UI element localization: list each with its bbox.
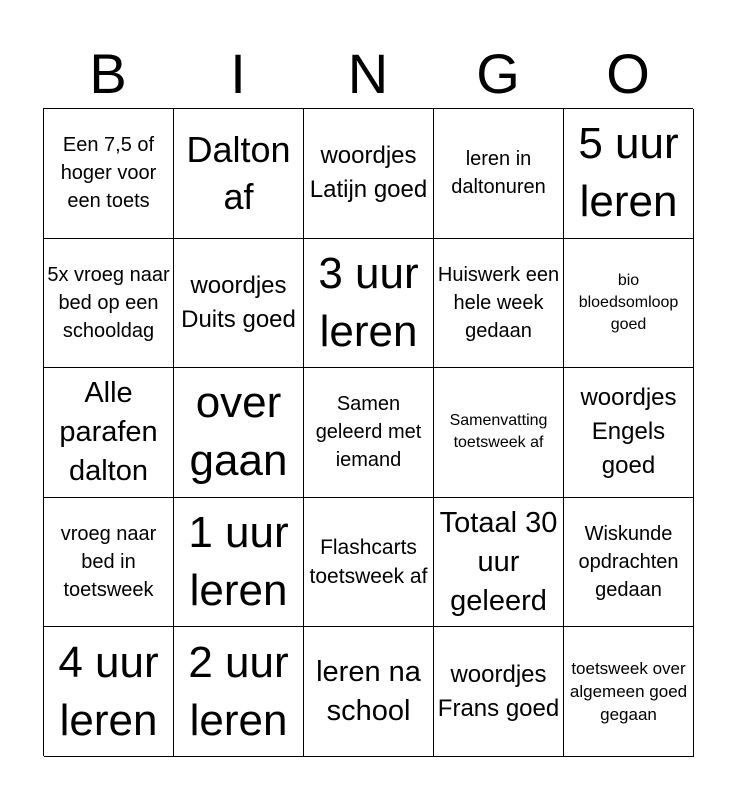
bingo-cell[interactable] xyxy=(304,109,434,239)
bingo-cell[interactable] xyxy=(434,627,564,757)
bingo-cell[interactable] xyxy=(304,239,434,369)
cell-text: 4 uur leren xyxy=(58,637,159,745)
bingo-cell[interactable] xyxy=(174,498,304,628)
bingo-cell[interactable] xyxy=(304,368,434,498)
bingo-cell[interactable] xyxy=(174,368,304,498)
header-letter-o: O xyxy=(606,42,650,105)
bingo-cell[interactable] xyxy=(44,239,174,369)
cell-text: leren na school xyxy=(316,655,421,727)
cell-text: bio bloedsomloop goed xyxy=(578,271,679,333)
cell-text: Wiskunde opdrachten gedaan xyxy=(578,523,679,602)
bingo-cell[interactable] xyxy=(434,239,564,369)
bingo-cell[interactable] xyxy=(304,627,434,757)
bingo-cell[interactable] xyxy=(304,498,434,628)
cell-text: Samen geleerd met iemand xyxy=(315,393,422,472)
cell-text: Alle parafen dalton xyxy=(59,376,158,487)
bingo-cell[interactable] xyxy=(564,368,694,498)
bingo-cell[interactable] xyxy=(564,239,694,369)
bingo-cell[interactable] xyxy=(564,109,694,239)
cell-text: 5x vroeg naar bed op een schooldag xyxy=(47,263,170,342)
bingo-header xyxy=(43,40,693,108)
bingo-cell[interactable] xyxy=(434,109,564,239)
cell-text: Dalton af xyxy=(186,129,291,218)
bingo-cell[interactable] xyxy=(564,498,694,628)
header-letter-b: B xyxy=(89,42,127,105)
bingo-cell[interactable] xyxy=(434,498,564,628)
cell-text: 1 uur leren xyxy=(188,508,289,616)
cell-text: vroeg naar bed in toetsweek xyxy=(60,523,157,602)
cell-text: Totaal 30 uur geleerd xyxy=(439,506,558,617)
cell-text: woordjes Latijn goed xyxy=(309,142,428,204)
header-letter-g: G xyxy=(476,42,520,105)
cell-text: leren in daltonuren xyxy=(451,148,546,199)
cell-text: 3 uur leren xyxy=(318,248,419,356)
bingo-cell[interactable] xyxy=(44,498,174,628)
bingo-cell[interactable] xyxy=(44,368,174,498)
cell-text: over gaan xyxy=(189,378,288,486)
cell-text: toetsweek over algemeen goed gegaan xyxy=(569,659,688,725)
header-letter-n: N xyxy=(347,42,389,105)
bingo-cell[interactable] xyxy=(174,627,304,757)
cell-text: woordjes Duits goed xyxy=(181,271,296,333)
cell-text: Flashcarts toetsweek af xyxy=(309,536,428,589)
bingo-cell[interactable] xyxy=(564,627,694,757)
cell-text: Samenvatting toetsweek af xyxy=(449,412,548,452)
cell-text: 5 uur leren xyxy=(578,119,679,227)
bingo-grid xyxy=(43,108,693,756)
cell-text: 2 uur leren xyxy=(188,637,289,745)
cell-text: woordjes Engels goed xyxy=(580,384,677,480)
bingo-cell[interactable] xyxy=(434,368,564,498)
bingo-cell[interactable] xyxy=(44,627,174,757)
bingo-cell[interactable] xyxy=(44,109,174,239)
bingo-cell[interactable] xyxy=(174,239,304,369)
cell-text: woordjes Frans goed xyxy=(437,660,560,722)
bingo-cell[interactable] xyxy=(174,109,304,239)
cell-text: Huiswerk een hele week gedaan xyxy=(437,263,560,342)
header-letter-i: I xyxy=(230,42,246,105)
cell-text: Een 7,5 of hoger voor een toets xyxy=(60,134,157,213)
